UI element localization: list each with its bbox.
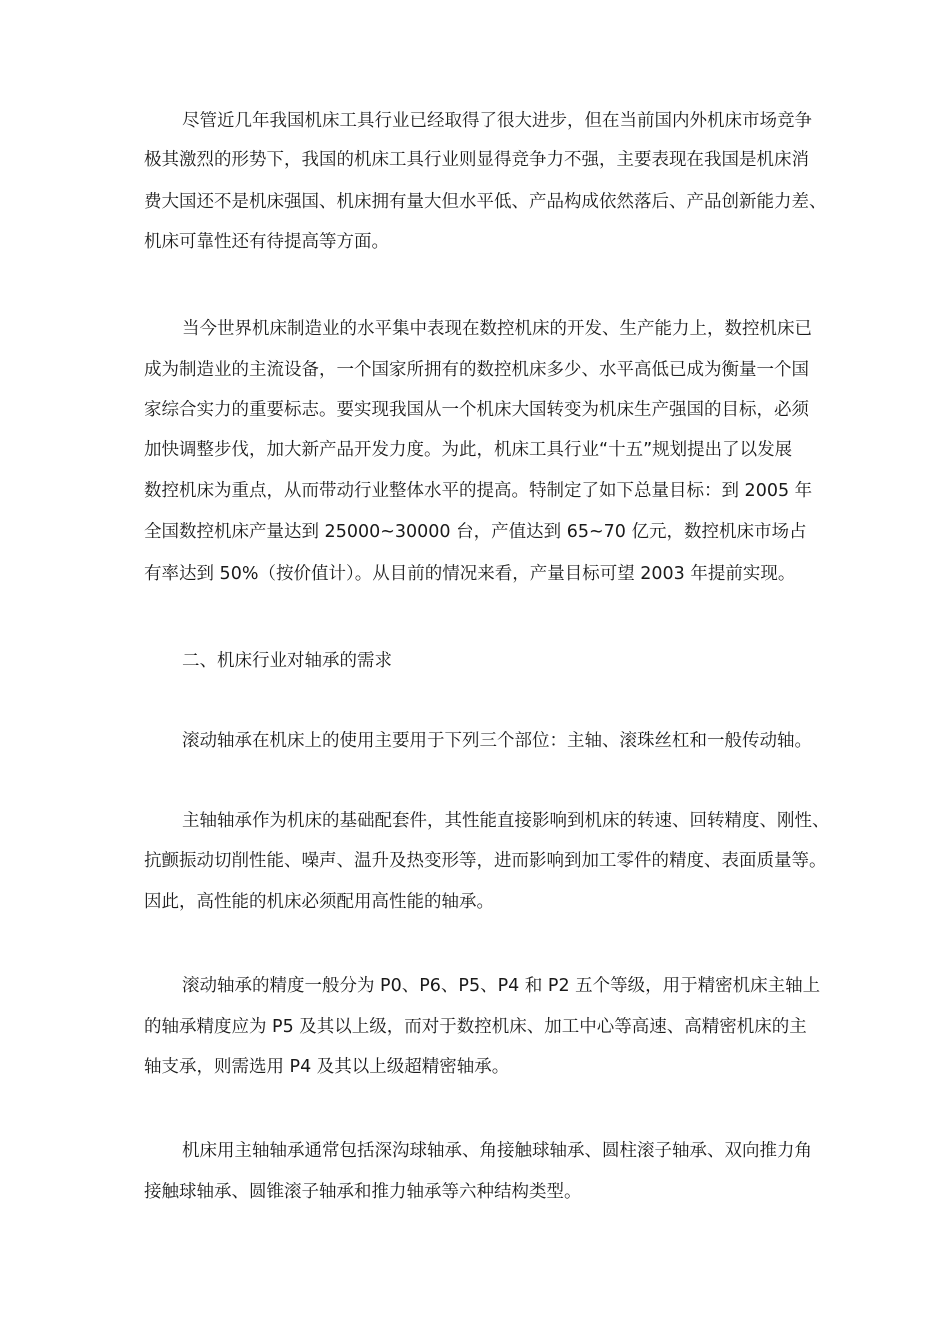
text-line: 主轴轴承作为机床的基础配套件，其性能直接影响到机床的转速、回转精度、刚性、 bbox=[182, 811, 830, 831]
text-line: 滚动轴承的精度一般分为 P0、P6、P5、P4 和 P2 五个等级，用于精密机床主轴上 bbox=[182, 976, 821, 996]
text-line: 有率达到 50%（按价值计）。从目前的情况来看，产量目标可望 2003 年提前实现。 bbox=[144, 564, 796, 584]
text-line: 当今世界机床制造业的水平集中表现在数控机床的开发、生产能力上，数控机床已 bbox=[182, 319, 812, 339]
text-line: 因此，高性能的机床必须配用高性能的轴承。 bbox=[144, 892, 494, 912]
text-line: 接触球轴承、圆锥滚子轴承和推力轴承等六种结构类型。 bbox=[144, 1182, 582, 1202]
text-line: 费大国还不是机床强国、机床拥有量大但水平低、产品构成依然落后、产品创新能力差、 bbox=[144, 192, 827, 212]
text-line: 尽管近几年我国机床工具行业已经取得了很大进步，但在当前国内外机床市场竞争 bbox=[182, 111, 812, 131]
text-line: 抗颤振动切削性能、噪声、温升及热变形等，进而影响到加工零件的精度、表面质量等。 bbox=[144, 851, 827, 871]
text-line: 滚动轴承在机床上的使用主要用于下列三个部位：主轴、滚珠丝杠和一般传动轴。 bbox=[182, 731, 812, 751]
text-line: 加快调整步伐，加大新产品开发力度。为此，机床工具行业“十五”规划提出了以发展 bbox=[144, 440, 793, 460]
heading-text: 二、机床行业对轴承的需求 bbox=[182, 651, 392, 671]
text-line: 家综合实力的重要标志。要实现我国从一个机床大国转变为机床生产强国的目标，必须 bbox=[144, 400, 809, 420]
text-line: 全国数控机床产量达到 25000~30000 台，产值达到 65~70 亿元，数控机床市场占 bbox=[144, 522, 807, 542]
text-line: 机床可靠性还有待提高等方面。 bbox=[144, 232, 389, 252]
text-line: 轴支承，则需选用 P4 及其以上级超精密轴承。 bbox=[144, 1057, 510, 1077]
text-line: 的轴承精度应为 P5 及其以上级，而对于数控机床、加工中心等高速、高精密机床的主 bbox=[144, 1017, 807, 1037]
text-line: 成为制造业的主流设备，一个国家所拥有的数控机床多少、水平高低已成为衡量一个国 bbox=[144, 360, 809, 380]
text-line: 极其激烈的形势下，我国的机床工具行业则显得竞争力不强，主要表现在我国是机床消 bbox=[144, 150, 809, 170]
text-line: 机床用主轴轴承通常包括深沟球轴承、角接触球轴承、圆柱滚子轴承、双向推力角 bbox=[182, 1141, 812, 1161]
text-line: 数控机床为重点，从而带动行业整体水平的提高。特制定了如下总量目标：到 2005 年 bbox=[144, 481, 813, 501]
